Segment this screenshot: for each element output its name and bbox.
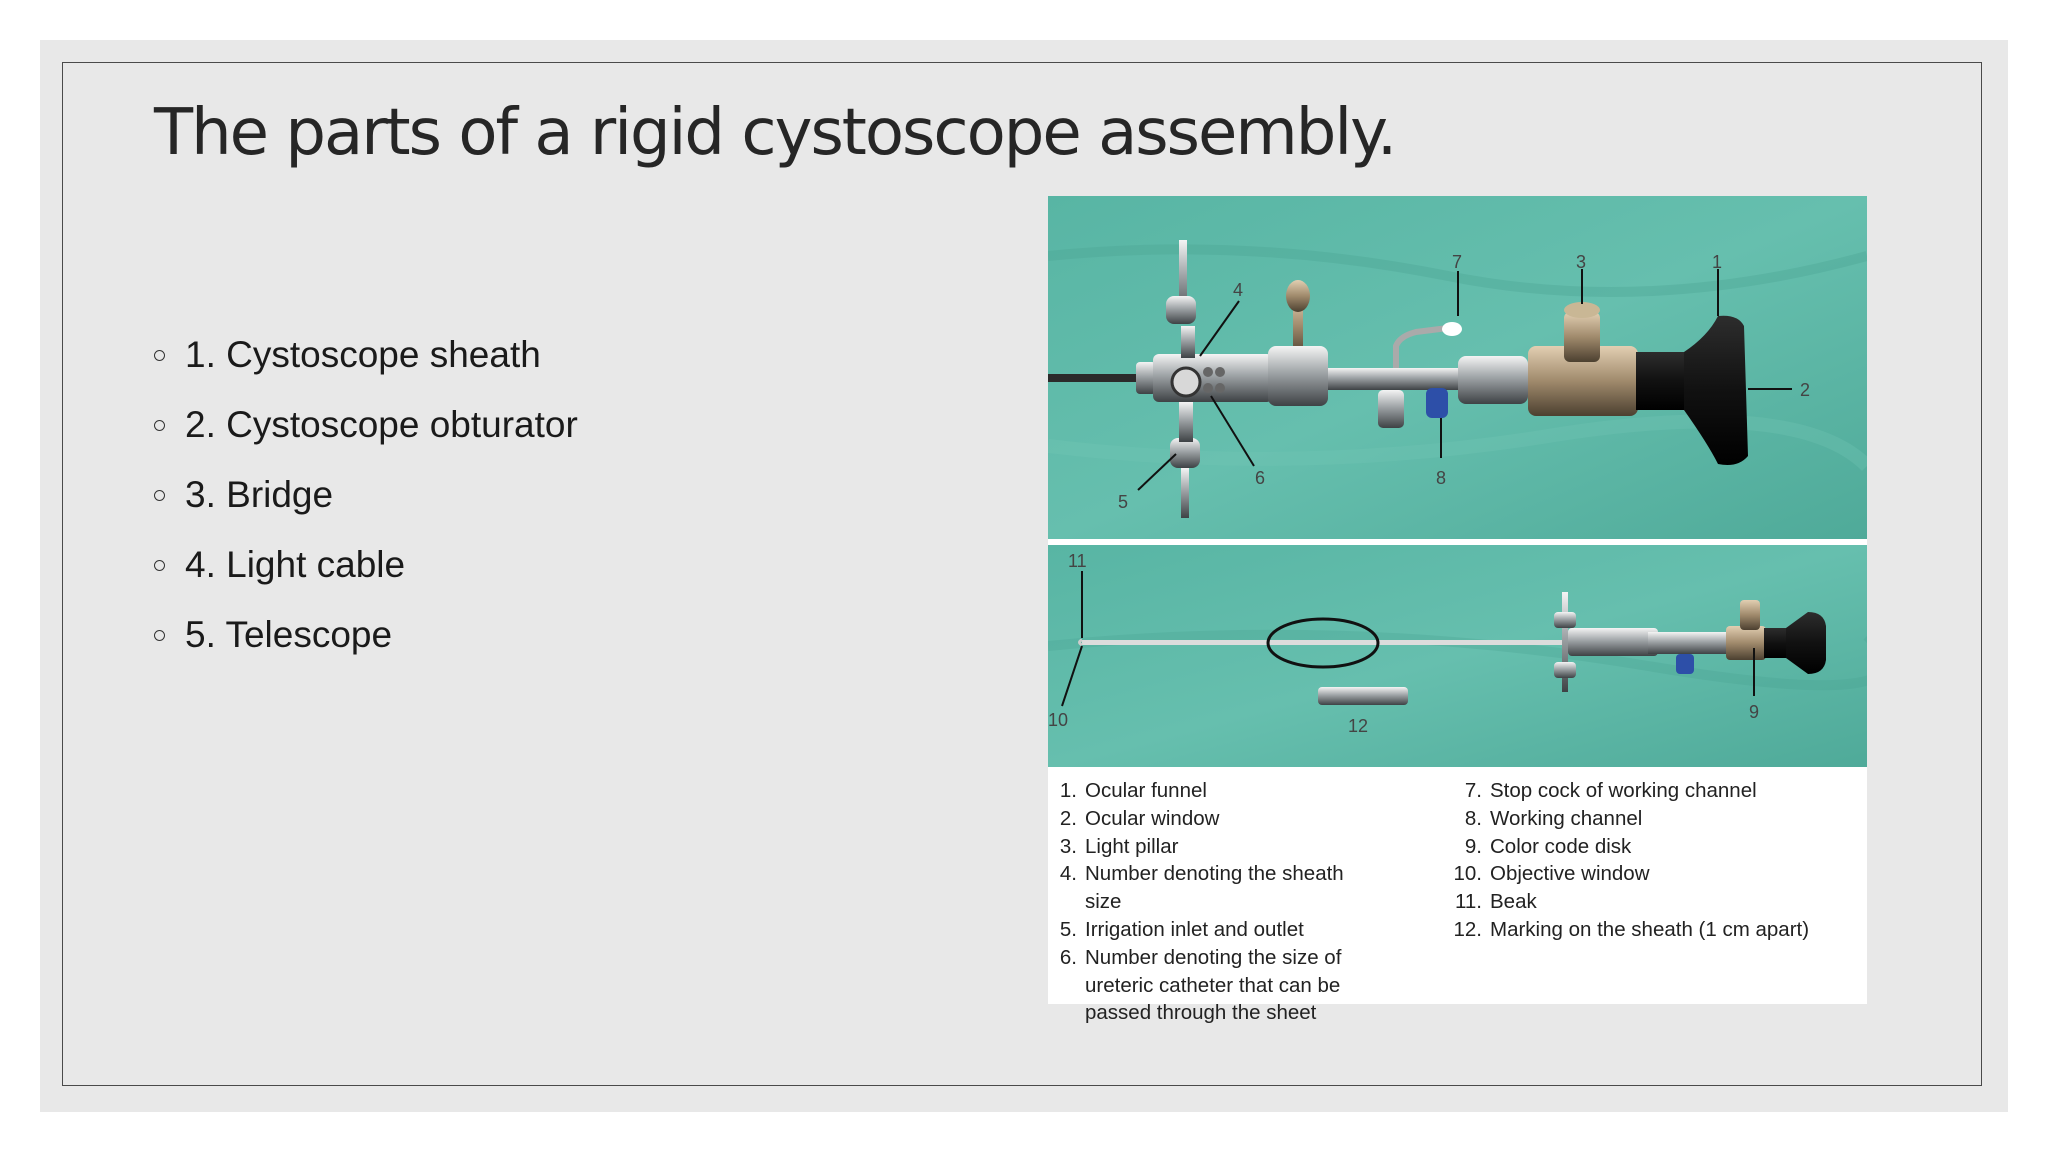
legend-number: 11. (1455, 890, 1482, 914)
bullet-item (154, 600, 578, 670)
legend-left-column (1048, 777, 1448, 1027)
legend-number: 5. (1059, 917, 1077, 941)
legend-item (1440, 777, 1860, 805)
legend-number: 3. (1059, 834, 1077, 858)
top-photo-panel (1048, 196, 1867, 539)
legend-text: Working channel (1490, 806, 1643, 830)
legend-number: 4. (1059, 862, 1077, 886)
legend-text: Objective window (1490, 862, 1650, 886)
bullet-text: 2. Cystoscope obturator (185, 404, 578, 445)
legend-text: Marking on the sheath (1 cm apart) (1490, 917, 1810, 941)
legend-item (1048, 944, 1448, 1027)
bullet-item (154, 390, 578, 460)
legend-number: 6. (1059, 945, 1077, 969)
bullet-text: 4. Light cable (185, 544, 406, 585)
legend-number: 7. (1464, 779, 1482, 802)
legend-number: 10. (1453, 862, 1482, 886)
legend-text: Stop cock of working channel (1490, 779, 1757, 802)
bullet-circle-icon (154, 490, 165, 501)
legend-item (1048, 860, 1448, 916)
photo-label-5: 5 (1118, 492, 1129, 512)
legend-right-column (1440, 777, 1860, 944)
cystoscope-photo (1048, 196, 1867, 767)
bullet-text: 1. Cystoscope sheath (185, 334, 541, 375)
legend-text: Irrigation inlet and outlet (1085, 917, 1304, 941)
photo-label-9: 9 (1749, 702, 1760, 722)
legend-number: 8. (1464, 806, 1482, 830)
bullet-text: 5. Telescope (185, 614, 393, 655)
bullet-circle-icon (154, 560, 165, 571)
bullet-text: 3. Bridge (185, 474, 334, 515)
bullet-item (154, 530, 578, 600)
legend-item (1440, 805, 1860, 833)
cystoscope-figure (1048, 196, 1867, 1025)
photo-label-11: 11 (1068, 551, 1087, 571)
photo-label-4: 4 (1233, 280, 1244, 300)
slide-title: The parts of a rigid cystoscope assembly. (154, 96, 1396, 170)
legend-item (1048, 916, 1448, 944)
bullet-circle-icon (154, 630, 165, 641)
photo-label-2: 2 (1800, 380, 1811, 400)
bullet-list (154, 320, 578, 670)
photo-label-6: 6 (1255, 468, 1266, 488)
legend-item (1440, 888, 1860, 916)
legend-text: Number denoting the sheath size (1085, 862, 1344, 914)
legend-text: Ocular funnel (1085, 779, 1207, 802)
legend-text: Color code disk (1490, 834, 1632, 858)
legend-item (1048, 805, 1448, 833)
legend-text: Ocular window (1085, 806, 1220, 830)
legend-number: 9. (1464, 834, 1482, 858)
bullet-circle-icon (154, 420, 165, 431)
bullet-circle-icon (154, 350, 165, 361)
photo-label-8: 8 (1436, 468, 1447, 488)
legend-item (1048, 777, 1448, 805)
photo-label-7: 7 (1452, 252, 1463, 272)
legend-item (1048, 833, 1448, 861)
legend-item (1440, 916, 1860, 944)
bottom-photo-panel (1048, 545, 1867, 767)
photo-label-3: 3 (1576, 252, 1587, 272)
legend-number: 12. (1453, 917, 1482, 941)
figure-legend (1048, 767, 1867, 1025)
photo-label-12: 12 (1348, 716, 1369, 736)
legend-text: Beak (1490, 890, 1537, 914)
legend-item (1440, 860, 1860, 888)
legend-text: Number denoting the size of ureteric catheter that can be passed through the sheet (1085, 945, 1342, 1025)
legend-text: Light pillar (1085, 834, 1179, 858)
legend-item (1440, 833, 1860, 861)
bullet-item (154, 320, 578, 390)
photo-label-1: 1 (1712, 252, 1723, 272)
photo-label-10: 10 (1048, 710, 1069, 730)
legend-number: 1. (1059, 779, 1077, 802)
legend-number: 2. (1059, 806, 1077, 830)
bullet-item (154, 460, 578, 530)
